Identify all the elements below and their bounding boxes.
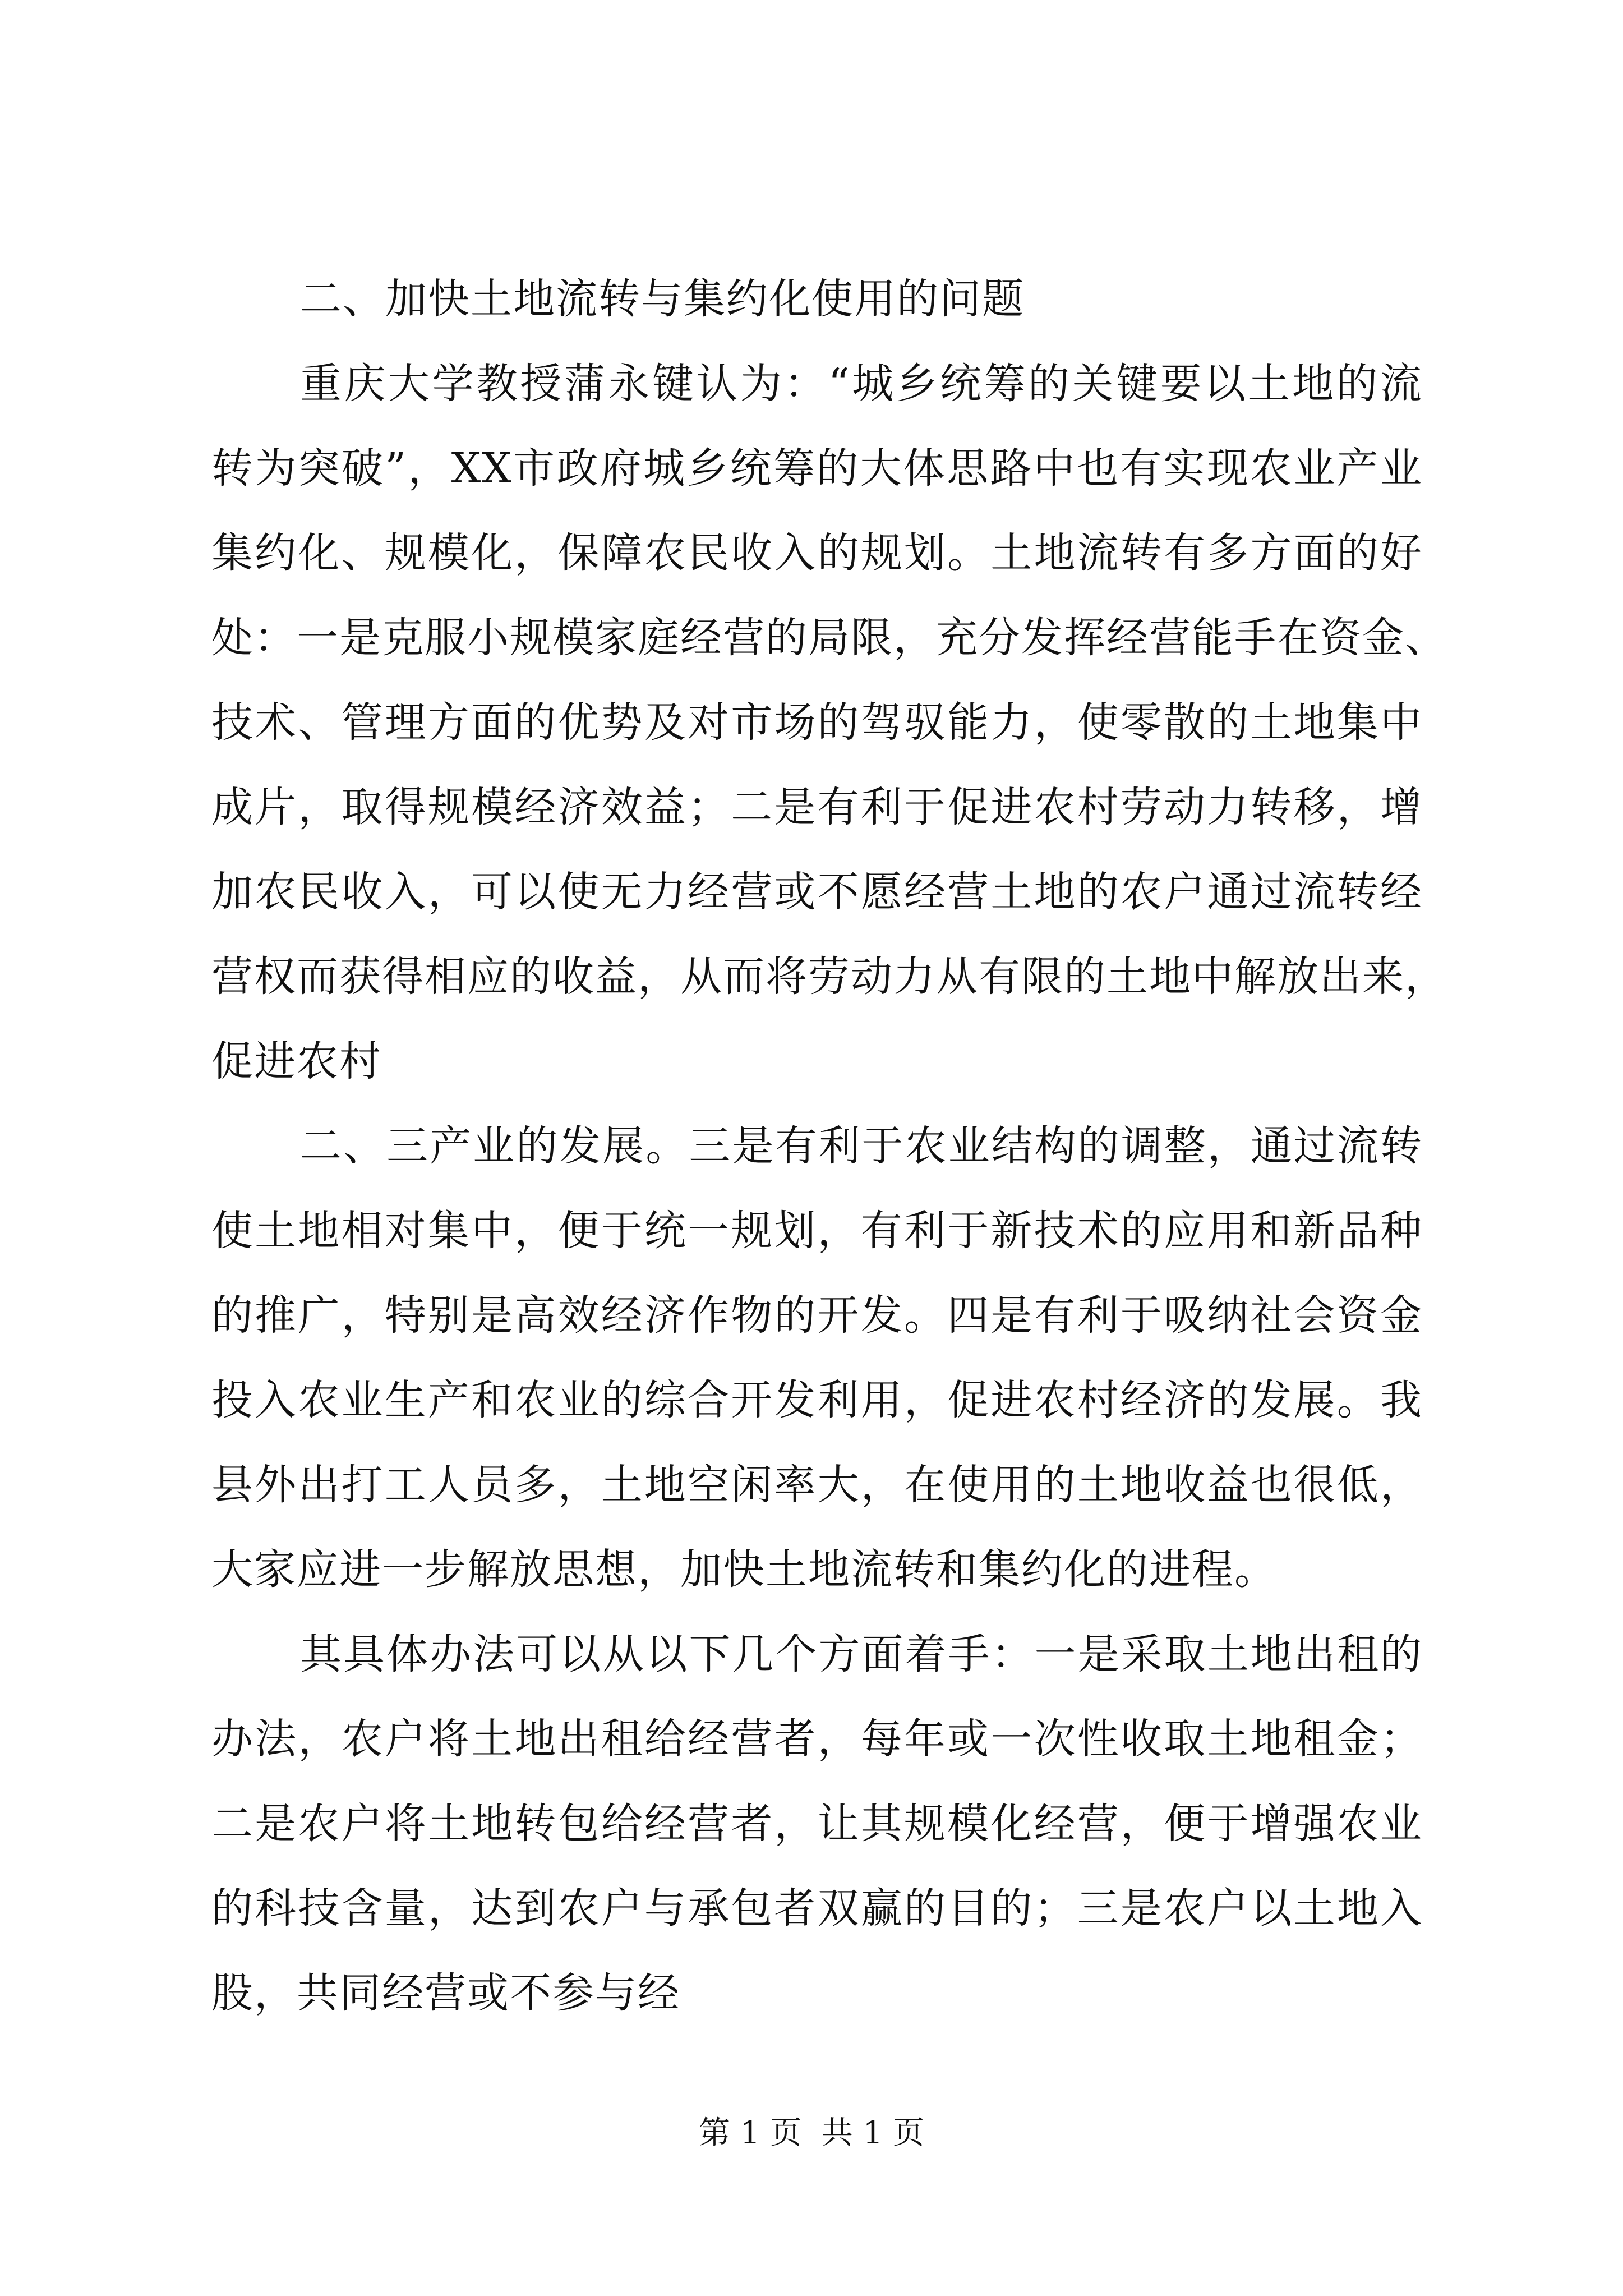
paragraph-line: 办法，农户将土地出租给经营者，每年或一次性收取土地租金；: [211, 1715, 1423, 1763]
paragraph-line: 促进农村: [211, 1037, 382, 1085]
paragraph-line: 投入农业生产和农业的综合开发利用，促进农村经济的发展。我: [211, 1376, 1423, 1424]
paragraph-line: 其具体办法可以从以下几个方面着手：一是采取土地出租的: [300, 1630, 1423, 1678]
paragraph-line: 营权而获得相应的收益，从而将劳动力从有限的土地中解放出来，: [211, 953, 1447, 1001]
paragraph-line: 技术、管理方面的优势及对市场的驾驭能力，使零散的土地集中: [211, 698, 1423, 747]
paragraph-line: 集约化、规模化，保障农民收入的规划。土地流转有多方面的好: [211, 529, 1423, 577]
paragraph-line: 转为突破”，XX市政府城乡统筹的大体思路中也有实现农业产业: [211, 444, 1423, 493]
document-body: [211, 257, 1447, 2036]
paragraph-line: 处：一是克服小规模家庭经营的局限，充分发挥经营能手在资金、: [211, 614, 1447, 662]
paragraph-line: 大家应进一步解放思想，加快土地流转和集约化的进程。: [211, 1545, 1277, 1594]
paragraph-line: 股，共同经营或不参与经: [211, 1969, 680, 2017]
paragraph-line: 的推广，特别是高效经济作物的开发。四是有利于吸纳社会资金: [211, 1291, 1423, 1340]
paragraph-line: 使土地相对集中，便于统一规划，有利于新技术的应用和新品种: [211, 1207, 1423, 1255]
section-heading: 二、加快土地流转与集约化使用的问题: [300, 275, 1025, 323]
paragraph-line: 县外出打工人员多，土地空闲率大，在使用的土地收益也很低，: [211, 1461, 1423, 1509]
paragraph-line: 成片，取得规模经济效益；二是有利于促进农村劳动力转移，增: [211, 783, 1423, 831]
paragraph-line: 二是农户将土地转包给经营者，让其规模化经营，便于增强农业: [211, 1800, 1423, 1848]
paragraph-line: 加农民收入，可以使无力经营或不愿经营土地的农户通过流转经: [211, 868, 1423, 916]
paragraph-line: 的科技含量，达到农户与承包者双赢的目的；三是农户以土地入: [211, 1884, 1423, 1932]
page-number-footer: 第 1 页 共 1 页: [698, 2115, 925, 2151]
paragraph-line: 重庆大学教授蒲永键认为：“城乡统筹的关键要以土地的流: [300, 360, 1423, 408]
paragraph-line: 二、三产业的发展。三是有利于农业结构的调整，通过流转: [300, 1122, 1423, 1170]
